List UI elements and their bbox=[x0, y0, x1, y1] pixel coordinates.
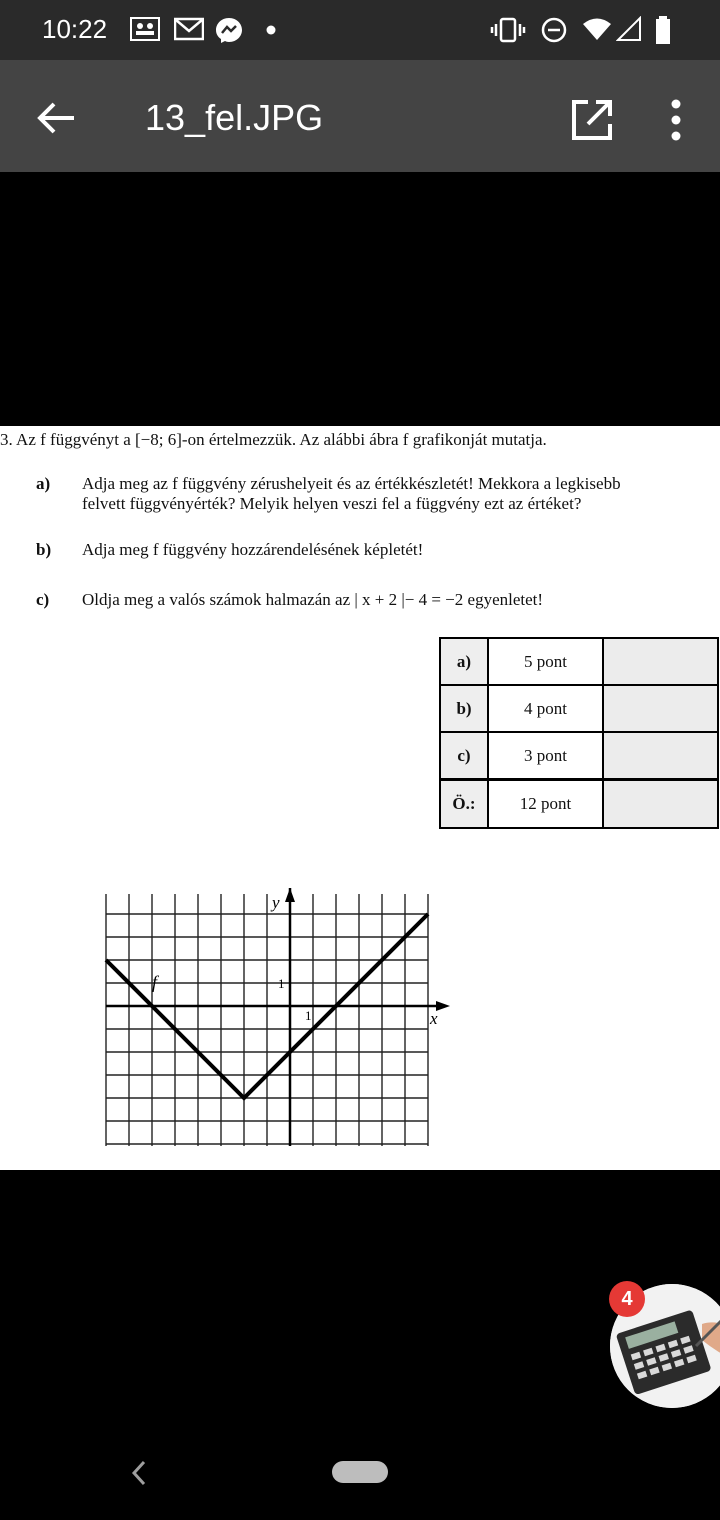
question-intro: 3. Az f függvényt a [−8; 6]-on értelmezzük. Az alábbi ábra f grafikonját mutatja. bbox=[0, 430, 547, 449]
score-part: Ö.: bbox=[440, 780, 488, 829]
function-label: f bbox=[152, 972, 158, 992]
score-row bbox=[440, 732, 718, 780]
more-vert-icon[interactable] bbox=[660, 94, 692, 146]
document-image[interactable] bbox=[0, 426, 720, 1170]
battery-icon bbox=[654, 16, 672, 46]
vibrate-icon bbox=[490, 16, 526, 44]
notification-badge: 4 bbox=[609, 1281, 645, 1317]
x-unit-label: 1 bbox=[305, 1008, 312, 1023]
question-label: c) bbox=[36, 590, 50, 609]
function-graph bbox=[0, 884, 720, 1170]
score-row bbox=[440, 685, 718, 732]
y-unit-label: 1 bbox=[278, 976, 285, 991]
x-axis-arrow bbox=[436, 1001, 450, 1011]
nav-home-pill[interactable] bbox=[332, 1461, 388, 1483]
score-points: 12 pont bbox=[488, 780, 603, 829]
question-text-line: Oldja meg a valós számok halmazán az | x + 2 |− 4 = −2 egyenletet! bbox=[82, 590, 544, 609]
dnd-icon bbox=[540, 16, 568, 44]
score-row-total bbox=[440, 780, 718, 829]
score-part: a) bbox=[440, 638, 488, 685]
graph-grid bbox=[106, 894, 428, 1146]
score-part: b) bbox=[440, 685, 488, 732]
score-points: 3 pont bbox=[488, 732, 603, 780]
app-bar bbox=[0, 60, 720, 172]
score-cell bbox=[603, 685, 718, 732]
gmail-icon bbox=[174, 16, 204, 42]
messenger-icon bbox=[214, 16, 244, 44]
y-axis-label: y bbox=[272, 893, 280, 912]
nav-back-icon[interactable] bbox=[126, 1458, 152, 1488]
score-cell bbox=[603, 638, 718, 685]
open-external-icon[interactable] bbox=[566, 94, 618, 146]
score-cell bbox=[603, 732, 718, 780]
arrow-left-icon[interactable] bbox=[32, 94, 80, 142]
y-axis-arrow bbox=[285, 888, 295, 902]
x-axis-label: x bbox=[430, 1009, 438, 1028]
score-points: 4 pont bbox=[488, 685, 603, 732]
question-label: a) bbox=[36, 474, 51, 493]
status-time: 10:22 bbox=[42, 14, 108, 44]
file-title: 13_fel.JPG bbox=[145, 97, 324, 138]
question-text-line: felvett függvényérték? Melyik helyen veszi fel a függvény ezt az értéket? bbox=[82, 494, 582, 513]
score-points: 5 pont bbox=[488, 638, 603, 685]
dot-icon bbox=[264, 16, 278, 44]
signal-icon bbox=[616, 16, 642, 42]
wifi-icon bbox=[582, 16, 612, 42]
question-label: b) bbox=[36, 540, 52, 559]
teams-icon bbox=[130, 16, 160, 42]
score-row bbox=[440, 638, 718, 685]
question-text-line: Adja meg f függvény hozzárendelésének képletét! bbox=[82, 540, 424, 559]
score-cell bbox=[603, 780, 718, 829]
score-table bbox=[439, 637, 719, 829]
status-bar bbox=[0, 0, 720, 60]
score-part: c) bbox=[440, 732, 488, 780]
question-text-line: Adja meg az f függvény zérushelyeit és az értékkészletét! Mekkora a legkisebb bbox=[82, 474, 621, 493]
